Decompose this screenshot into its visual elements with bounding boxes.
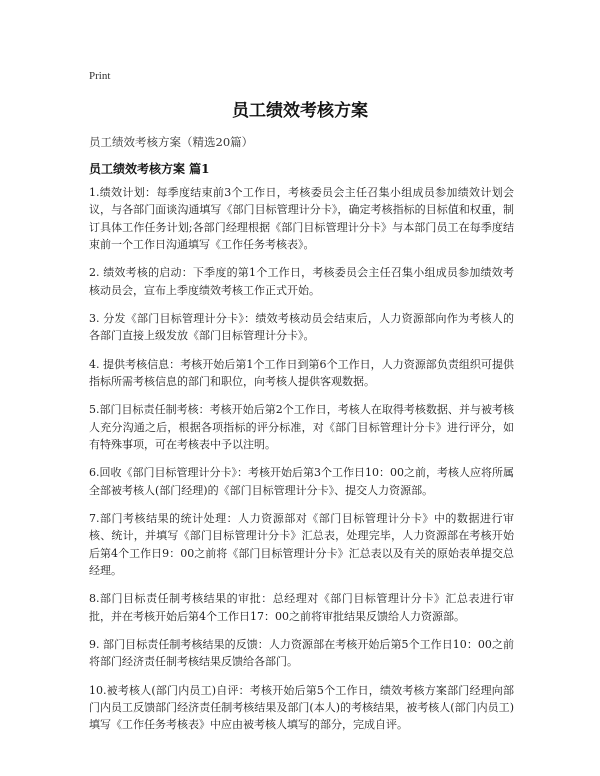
list-item: 1.绩效计划：每季度结束前3个工作日，考核委员会主任召集小组成员参加绩效计划会议，与各部门面谈沟通填写《部门目标管理计分卡》，确定考核指标的目标值和权重，制订具体工作任务计划;各部门经理根据《部门目标管理计分卡》与本部门员工在每季度结束前一个工作日沟通填写《工作任务考核表》。 — [89, 186, 514, 252]
list-item: 6.回收《部门目标管理计分卡》：考核开始后第3个工作日10：00之前，考核人应将所属全部被考核人(部门经理)的《部门目标管理计分卡》、提交人力资源部。 — [89, 466, 514, 497]
print-link[interactable]: Print — [89, 70, 111, 82]
list-item: 5.部门目标责任制考核：考核开始后第2个工作日，考核人在取得考核数据、并与被考核人充分沟通之后，根据各项指标的评分标准，对《部门目标管理计分卡》进行评分，如有特殊事项，可在考核表中予以注明。 — [89, 403, 514, 452]
list-item: 8.部门目标责任制考核结果的审批：总经理对《部门目标管理计分卡》汇总表进行审批，并在考核开始后第4个工作日17：00之前将审批结果反馈给人力资源部。 — [89, 592, 514, 623]
document-subtitle: 员工绩效考核方案（精选20篇） — [89, 135, 254, 149]
list-item: 10.被考核人(部门内员工)自评：考核开始后第5个工作日，绩效考核方案部门经理向部门内员工反馈部门经济责任制考核结果及部门(本人)的考核结果，被考核人(部门内员工)填写《工作任务考核表》中应由被考核人填写的部分，完成自评。 — [89, 683, 514, 732]
list-item: 3. 分发《部门目标管理计分卡》：绩效考核动员会结束后，人力资源部向作为考核人的各部门直接上级发放《部门目标管理计分卡》。 — [89, 312, 514, 343]
document-title: 员工绩效考核方案 — [232, 101, 368, 121]
list-item: 4. 提供考核信息：考核开始后第1个工作日到第6个工作日，人力资源部负责组织可提供指标所需考核信息的部门和职位，向考核人提供客观数据。 — [89, 357, 514, 389]
section-heading: 员工绩效考核方案 篇1 — [89, 162, 210, 176]
item-list — [89, 184, 514, 745]
list-item: 2. 绩效考核的启动：下季度的第1个工作日，考核委员会主任召集小组成员参加绩效考核动员会，宣布上季度绩效考核工作正式开始。 — [89, 266, 514, 297]
list-item: 9. 部门目标责任制考核结果的反馈：人力资源部在考核开始后第5个工作日10：00之前将部门经济责任制考核结果反馈给各部门。 — [89, 637, 514, 669]
list-item: 7.部门考核结果的统计处理：人力资源部对《部门目标管理计分卡》中的数据进行审核、统计，并填写《部门目标管理计分卡》汇总表，处理完毕，人力资源部在考核开始后第4个工作日9：00之前将《部门目标管理计分卡》汇总表以及有关的原始表单提交总经理。 — [89, 511, 514, 578]
